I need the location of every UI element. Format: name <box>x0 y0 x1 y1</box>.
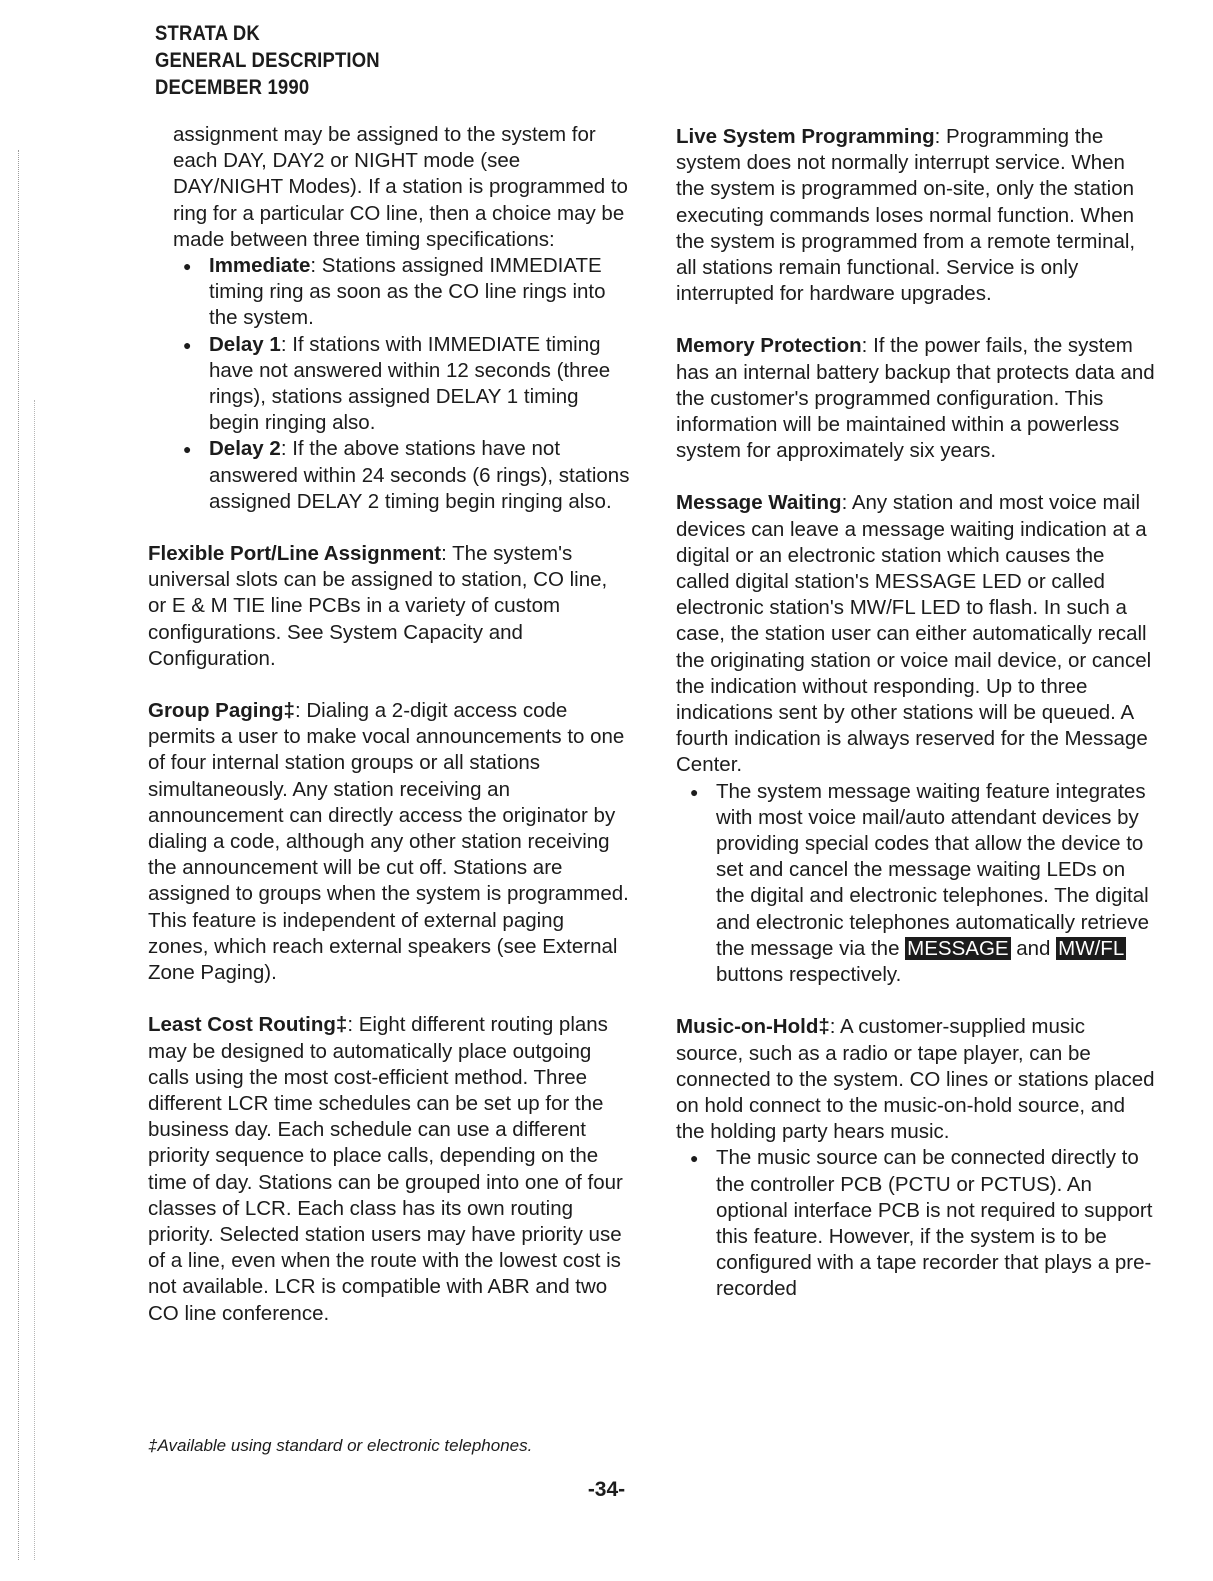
section-title: Live System Programming <box>676 125 935 148</box>
section-title: Music-on-Hold‡ <box>676 1015 830 1039</box>
right-column <box>676 124 1156 1329</box>
least-cost-routing-section: Least Cost Routing‡: Eight different routing plans may be designed to automatically place outgoing calls using the most cost-efficient method. Three different LCR time schedules can be set up for the business day. Each schedule can use a different priority sequence to place calls, depending on the time of day. Stations can be grouped into one of four classes of LCR. Each class has its own routing priority. Selected station users may have priority use of a line, even when the route with the lowest cost is not available. LCR is compatible with ABR and two CO line conference. <box>148 1013 623 1325</box>
section-title: Flexible Port/Line Assignment <box>148 542 442 566</box>
list-item: ● Delay 1: If stations with IMMEDIATE timing have not answered within 12 seconds (three rings), stations assigned DELAY 1 timing begin ringing also. <box>183 332 630 437</box>
section-title: Message Waiting <box>676 491 842 515</box>
mwfl-key-label: MW/FL <box>1058 936 1125 960</box>
section-title: Group Paging‡ <box>148 699 295 723</box>
header-line: STRATA DK <box>155 22 260 45</box>
music-on-hold-section: Music-on-Hold‡: A customer-supplied music source, such as a radio or tape player, can be connected to the system. CO lines or stations placed on hold connect to the music-on-hold source, and the holding party hears music. ● The music source can be connected directly to the controller PCB (PCTU or PCTUS). An optional interface PCB is not required to support this feature. However, if the system is to be configured with a tape recorder that plays a pre-recorded <box>676 1014 1156 1302</box>
message-key-label: MESSAGE <box>907 936 1009 960</box>
live-programming-section: Live System Programming: Programming the system does not normally interrupt service. When the system is programmed on-site, only the station executing commands loses normal function. When the system is programmed from a remote terminal, all stations remain functional. Service is only interrupted for hardware upgrades. <box>676 125 1136 306</box>
intro-paragraph: assignment may be assigned to the system for each DAY, DAY2 or NIGHT mode (see DAY/NIGHT Modes). If a station is programmed to ring for a particular CO line, then a choice may be made between three timing specifications: ● Immediate: Stations assigned IMMEDIATE timing ring as soon as the CO line rings into the system. ● Delay 1: If stations with IMMEDIATE timing have not answered within 12 seconds (three rings), stations assigned DELAY 1 timing begin ringing also. ● Delay 2: If the above stations have not answered within 24 seconds (6 rings), stations assigned DELAY 2 timing begin ringing also. <box>173 122 630 515</box>
scan-edge-mark <box>34 400 36 1560</box>
scan-edge-mark <box>18 150 20 1560</box>
header-line: GENERAL DESCRIPTION <box>155 49 380 72</box>
message-waiting-section: Message Waiting: Any station and most voice mail devices can leave a message waiting indication at a digital or an electronic station which causes the called digital station's MESSAGE LED or called electronic station's MW/FL LED to flash. In such a case, the station user can either automatically recall the originating station or voice mail device, or cancel the indication without responding. Up to three indications sent by other stations will be queued. A fourth indication is always reserved for the Message Center. ● The system message waiting feature integrates with most voice mail/auto attendant devices by providing special codes that allow the device to set and cancel the message waiting LEDs on the digital and electronic telephones. The digital and electronic telephones automatically retrieve the message via the MESSAGE and MW/FL buttons respectively. <box>676 490 1156 988</box>
music-on-hold-list <box>690 1145 1156 1302</box>
list-item: ● Immediate: Stations assigned IMMEDIATE timing ring as soon as the CO line rings into the system. <box>183 253 630 332</box>
document-header <box>155 20 380 101</box>
section-title: Least Cost Routing‡ <box>148 1013 348 1037</box>
list-item: ● The system message waiting feature integrates with most voice mail/auto attendant devices by providing special codes that allow the device to set and cancel the message waiting LEDs on the digital and electronic telephones. The digital and electronic telephones automatically retrieve the message via the MESSAGE and MW/FL buttons respectively. <box>690 779 1156 989</box>
timing-list <box>183 253 630 515</box>
group-paging-section: Group Paging‡: Dialing a 2-digit access code permits a user to make vocal announcements to one of four internal station groups or all stations simultaneously. Any station receiving an announcement can directly access the originator by dialing a code, although any other station receiving the announcement will be cut off. Stations are assigned to groups when the system is programmed. This feature is independent of external paging zones, which reach external speakers (see External Zone Paging). <box>148 699 629 985</box>
list-item: ● Delay 2: If the above stations have not answered within 24 seconds (6 rings), stations assigned DELAY 2 timing begin ringing also. <box>183 436 630 515</box>
message-waiting-list <box>690 779 1156 989</box>
memory-protection-section: Memory Protection: If the power fails, the system has an internal battery backup that protects data and the customer's programmed configuration. This information will be maintained within a powerless system for approximately six years. <box>676 334 1155 463</box>
page-number: -34- <box>587 1478 626 1501</box>
footnote: ‡Available using standard or electronic telephones. <box>148 1436 533 1455</box>
list-item: ● The music source can be connected directly to the controller PCB (PCTU or PCTUS). An optional interface PCB is not required to support this feature. However, if the system is to be configured with a tape recorder that plays a pre-recorded <box>690 1145 1156 1302</box>
section-title: Memory Protection <box>676 334 862 358</box>
header-line: DECEMBER 1990 <box>155 76 310 99</box>
left-column <box>148 122 630 1353</box>
flexible-port-section: Flexible Port/Line Assignment: The system's universal slots can be assigned to station, CO line, or E & M TIE line PCBs in a variety of custom configurations. See System Capacity and Configuration. <box>148 542 608 670</box>
